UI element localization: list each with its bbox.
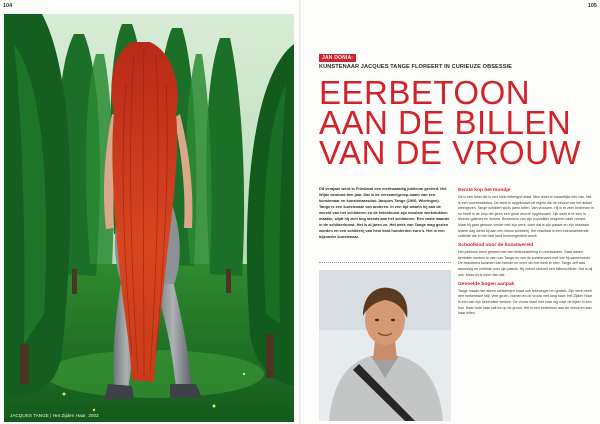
page-number-left: 104 <box>3 3 13 9</box>
section-text-3: Tange maakt niet alleen schilderijen maar ook tekeningen en grafiek. Zijn werk heeft een herkenbare stijl. Veel groen, bomen en de vrouw met lang haar. Het Zijden Haar is een van zijn bekendste werken. De vrouw staat met haar rug naar de kijker in een bos. Haar rode haar valt tot op de grond. Het is een eerbetoon aan de vrouw en aan haar billen. <box>458 288 593 316</box>
artist-photo-image <box>319 270 451 421</box>
title-line-1: EERBETOON <box>319 74 531 111</box>
article-body-column <box>458 188 595 320</box>
page-gutter <box>299 0 301 424</box>
artist-photo <box>319 270 451 421</box>
page-number-right: 105 <box>587 3 597 9</box>
section-heading-2: Schoolkind voor de kunstwereld <box>458 243 534 249</box>
article-title <box>319 74 589 171</box>
article-intro: Dit verajaar werd in Friesland een merkwaardig jubileum gevierd. Het Wijde bestond tien jaar. Dat is de verzamelgroep-naam van een kunstenaar en kunstenaarsduo Jacques Tange (1966, Wieringen). Tange is een kunstenaar van anderen. In een tijd waarin hij aan de wereld van het schilderen en de tekenkunst zijn mooiste werkstukken maakte, wijdt hij zich nog steeds aan het schilderen. Een vaste waarde in de schilderkunst. Het is al jaren zo. Het werk van Tange mag gezien worden en een schilderij van hem kost honderden euro's. Het is een bijzonder kunstenaar. <box>319 186 450 240</box>
title-line-2: AAN DE BILLEN <box>319 104 572 141</box>
painting-credit: JACQUES TANGE | Het Zijden Haar, 2002 <box>10 413 99 418</box>
article-subhead: KUNSTENAAR JACQUES TANGE FLOREERT IN CURIEUZE OBSESSIE <box>319 64 513 70</box>
section-heading-1: Eerste kop het mondje <box>458 188 511 193</box>
title-line-3: VAN DE VROUW <box>319 134 582 171</box>
dotted-divider <box>319 262 451 263</box>
section-heading-3: Gevoelde bogen aanpak <box>458 281 515 287</box>
section-text-1: Dit is een tekst die in een klein lettertype staat. Men leest er nauwelijks iets van. Het is een voorbeeldtekst. De tekst is opgebouwd uit regels die de inhoud van het artikel weergeven. Tange schildert sinds jaren billen. Van vrouwen. Hij is er zeer bedreven in en heeft in de loop der jaren een groot oeuvre opgebouwd. Zijn werk is te zien in diverse galeries en musea. Bezoekers van zijn exposities reageren vaak verrast. Maar hij gaat gewoon verder met zijn werk, want dat is zijn passie en zijn obsessie. Iedere dag werkt hij aan een nieuw schilderij. Het resultaat is een indrukwekkende collectie die in het hele land tentoongesteld wordt. <box>458 195 594 239</box>
painting-image <box>4 14 294 422</box>
painting-artwork <box>4 14 294 422</box>
article-kicker: JAN DONIA: <box>319 54 356 62</box>
section-text-2: Het jubileum werd gevierd met een tentoonstelling in Leeuwarden. Daar waren tientallen werken te zien van Tange en van de kunstenaars met wie hij samenwerkt. De bezoekers kwamen van heinde en verre om het werk te zien. Tange zelf was aanwezig en vertelde over zijn passie. Hij noemt zichzelf een billenschilder. Dat is hij ook. Maar hij is meer dan dat. <box>458 250 593 277</box>
